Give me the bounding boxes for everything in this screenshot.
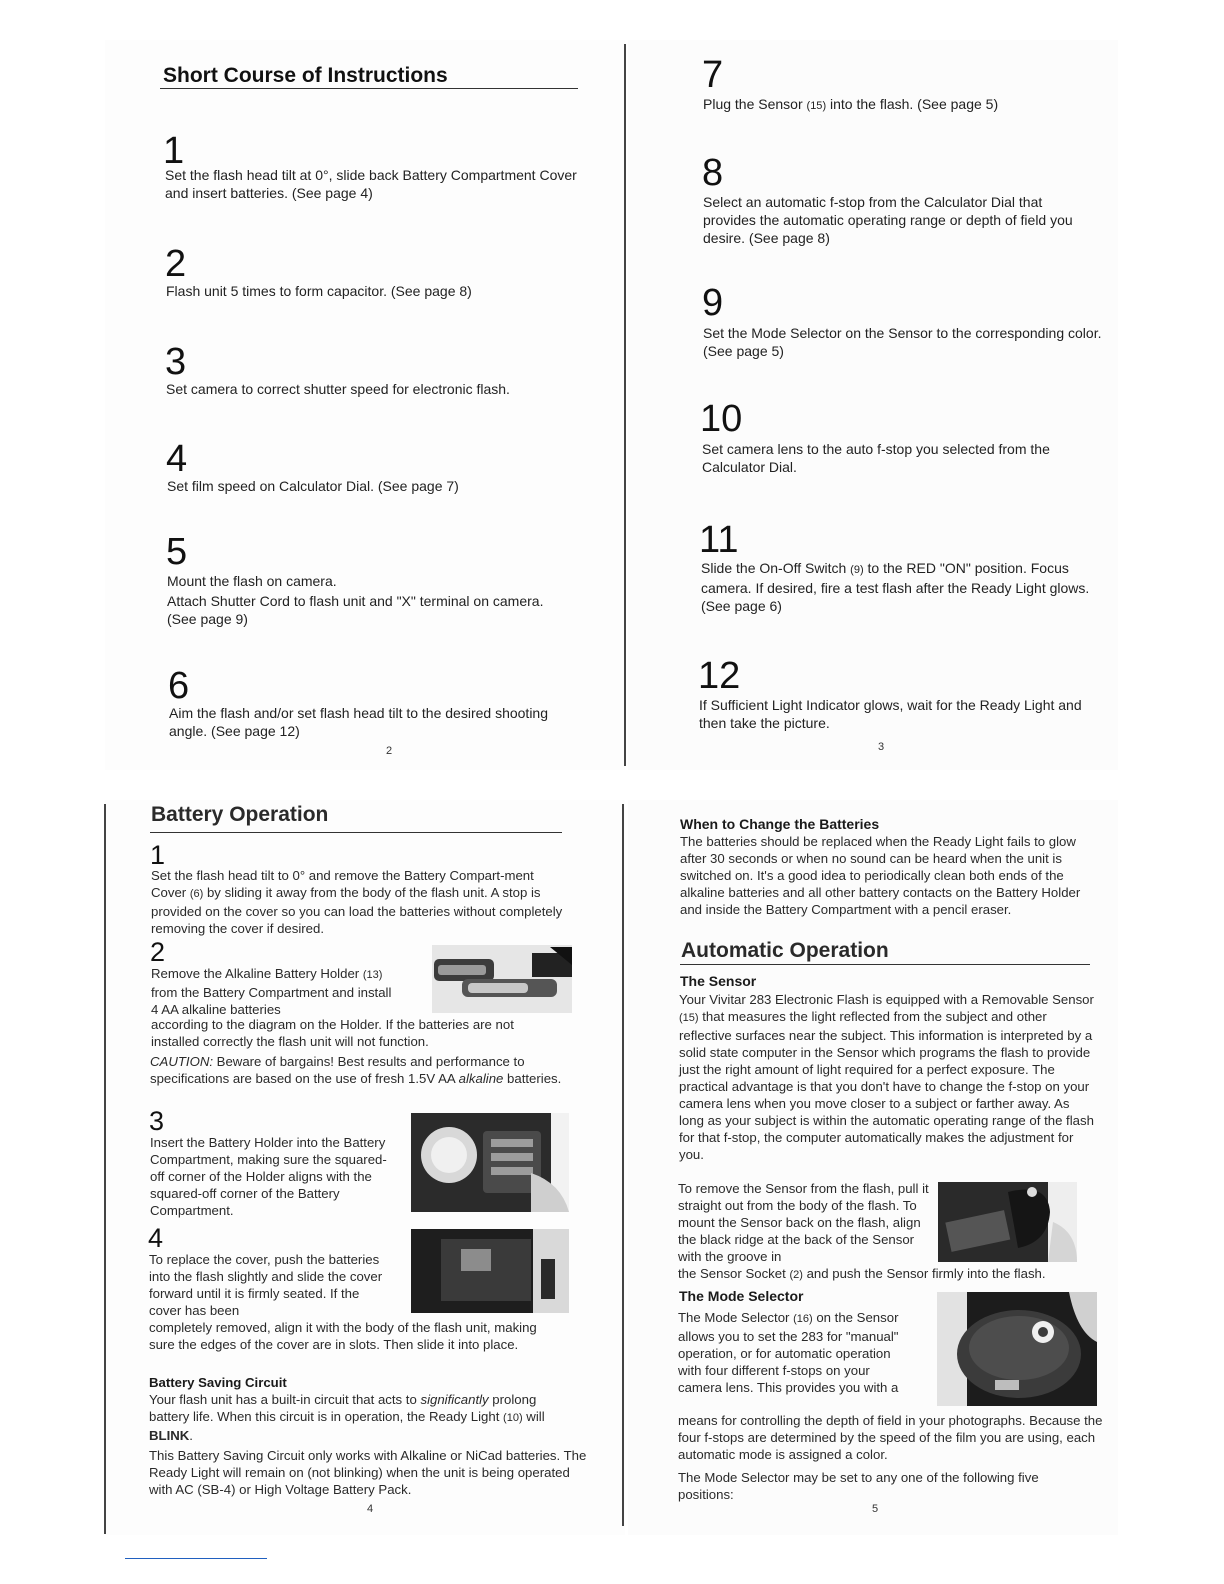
mode-positions-text: The Mode Selector may be set to any one of the following five positions: — [678, 1470, 1039, 1502]
page-number: 5 — [872, 1503, 879, 1515]
section-title: Automatic Operation — [681, 939, 889, 962]
step-text: Set film speed on Calculator Dial. (See page 7) — [167, 478, 459, 494]
step-text: Select an automatic f-stop from the Calculator Dial that provides the automatic operating range or depth of field you desire. (See page 8) — [703, 194, 1073, 246]
fold-line — [622, 804, 624, 1526]
step-text: Insert the Battery Holder into the Battery Compartment, making sure the squared-off corner of the Holder aligns with the squared-off corner of the Battery Compartment. — [150, 1135, 387, 1218]
step-text: completely removed, align it with the body of the flash unit, making sure the edges of the cover are in slots. Then slide it into place. — [149, 1320, 537, 1352]
step-number: 7 — [702, 54, 724, 96]
step-number: 2 — [165, 243, 187, 285]
battery-holder-photo — [432, 945, 572, 1013]
step-text: Set camera lens to the auto f-stop you selected from the Calculator Dial. — [702, 441, 1050, 475]
step-number: 4 — [166, 438, 188, 480]
step-text: Remove the Alkaline Battery Holder (13) from the Battery Compartment and install 4 AA alkaline batteries — [151, 966, 392, 1017]
step-text: Set camera to correct shutter speed for electronic flash. — [166, 381, 510, 397]
remove-sensor-text: To remove the Sensor from the flash, pull it straight out from the body of the flash. To mount the Sensor back on the flash, align the black ridge at the back of the Sensor with the groove in — [678, 1181, 929, 1264]
step-number: 5 — [166, 531, 188, 573]
step-text: Mount the flash on camera. — [167, 573, 337, 589]
step-text: Set the flash head tilt to 0° and remove the Battery Compart-ment Cover (6) by sliding it away from the body of the flash unit. A stop is provided on the cover so you can load the batteries without completely removing the cover if desired. — [151, 868, 563, 936]
sensor-title: The Sensor — [680, 973, 757, 989]
step-text: Slide the On-Off Switch (9) to the RED "ON" position. Focus camera. If desired, fire a test flash after the Ready Light glows. (See page 6) — [701, 560, 1090, 614]
caution-text: CAUTION: Beware of bargains! Best results and performance to specifications are based on the use of fresh 1.5V AA alkaline batteries. — [150, 1054, 562, 1086]
step-number: 1 — [150, 840, 166, 870]
change-batteries-title: When to Change the Batteries — [680, 816, 880, 832]
fold-line — [624, 44, 626, 766]
mode-selector-photo — [937, 1292, 1097, 1406]
page-edge-line — [104, 804, 106, 1534]
battery-compartment-photo — [411, 1113, 569, 1212]
battery-saving-text-2: This Battery Saving Circuit only works with Alkaline or NiCad batteries. The Ready Light will remain on (not blinking) when the unit is being operated with AC (SB-4) or High Voltage Battery Pack. — [149, 1448, 587, 1497]
title-rule — [160, 88, 578, 89]
step-text: according to the diagram on the Holder. If the batteries are not installed correctly the flash unit will not function. — [151, 1017, 514, 1049]
step-number: 6 — [168, 665, 190, 707]
battery-cover-photo — [411, 1229, 569, 1313]
step-number: 12 — [698, 655, 741, 697]
mode-selector-title: The Mode Selector — [679, 1288, 804, 1304]
step-number: 2 — [150, 937, 166, 967]
sensor-text: Your Vivitar 283 Electronic Flash is equipped with a Removable Sensor (15) that measures the light reflected from the subject and other reflective surfaces near the subject. This information is interpreted by a solid state computer in the Sensor which programs the flash to provide just the right amount of light required for a perfect exposure. The practical advantage is that you don't have to change the f-stop on your camera lens when you move closer to a subject or farther away. As long as your subject is within the automatic operating range of the flash for that f-stop, the computer automatically makes the adjustment for you. — [679, 992, 1094, 1162]
step-text: Aim the flash and/or set flash head tilt to the desired shooting angle. (See page 12) — [169, 705, 549, 739]
mode-selector-text: The Mode Selector (16) on the Sensor allows you to set the 283 for "manual" operation, or for automatic operation with four different f-stops on your camera lens. This provides you with a — [678, 1310, 899, 1395]
page-number: 2 — [386, 745, 393, 757]
step-number: 3 — [149, 1106, 165, 1136]
step-text: Attach Shutter Cord to flash unit and "X" terminal on camera. (See page 9) — [167, 593, 544, 627]
sensor-removal-photo — [938, 1182, 1077, 1262]
step-text: Set the flash head tilt at 0°, slide back Battery Compartment Cover and insert batteries. (See page 4) — [165, 167, 577, 201]
battery-saving-title: Battery Saving Circuit — [149, 1375, 287, 1390]
step-text: Flash unit 5 times to form capacitor. (See page 8) — [166, 283, 472, 299]
section-title: Battery Operation — [151, 803, 329, 826]
step-number: 11 — [699, 519, 739, 561]
step-number: 1 — [163, 130, 185, 172]
step-text: Plug the Sensor (15) into the flash. (See page 5) — [703, 96, 999, 112]
battery-saving-text: Your flash unit has a built-in circuit that acts to significantly prolong battery life. When this circuit is in operation, the Ready Light (10) will BLINK. — [149, 1392, 545, 1443]
page-number: 4 — [367, 1503, 374, 1515]
page-title: Short Course of Instructions — [163, 64, 448, 87]
step-number: 3 — [165, 341, 187, 383]
step-number: 9 — [702, 282, 724, 324]
step-text: To replace the cover, push the batteries into the flash slightly and slide the cover forward until it is firmly seated. If the cover has been — [149, 1252, 383, 1318]
step-text: Set the Mode Selector on the Sensor to the corresponding color. (See page 5) — [703, 325, 1102, 359]
title-rule — [680, 964, 1090, 965]
step-number: 8 — [702, 152, 724, 194]
remove-sensor-text-2: the Sensor Socket (2) and push the Sensor firmly into the flash. — [678, 1266, 1046, 1281]
step-number: 4 — [148, 1223, 164, 1253]
scan-edge-mark — [125, 1558, 267, 1559]
page-number: 3 — [878, 741, 885, 753]
title-rule — [150, 832, 562, 833]
step-number: 10 — [700, 398, 743, 440]
mode-selector-text-2: means for controlling the depth of field in your photographs. Because the four f-stops are determined by the speed of the film you are using, each automatic mode is assigned a color. — [678, 1413, 1103, 1462]
step-text: If Sufficient Light Indicator glows, wait for the Ready Light and then take the picture. — [699, 697, 1082, 731]
change-batteries-text: The batteries should be replaced when the Ready Light fails to glow after 30 seconds or when no sound can be heard when the unit is switched on. It's a good idea to periodically clean both ends of the alkaline batteries and all other battery contacts on the Battery Holder and inside the Battery Compartment with a pencil eraser. — [680, 834, 1081, 917]
